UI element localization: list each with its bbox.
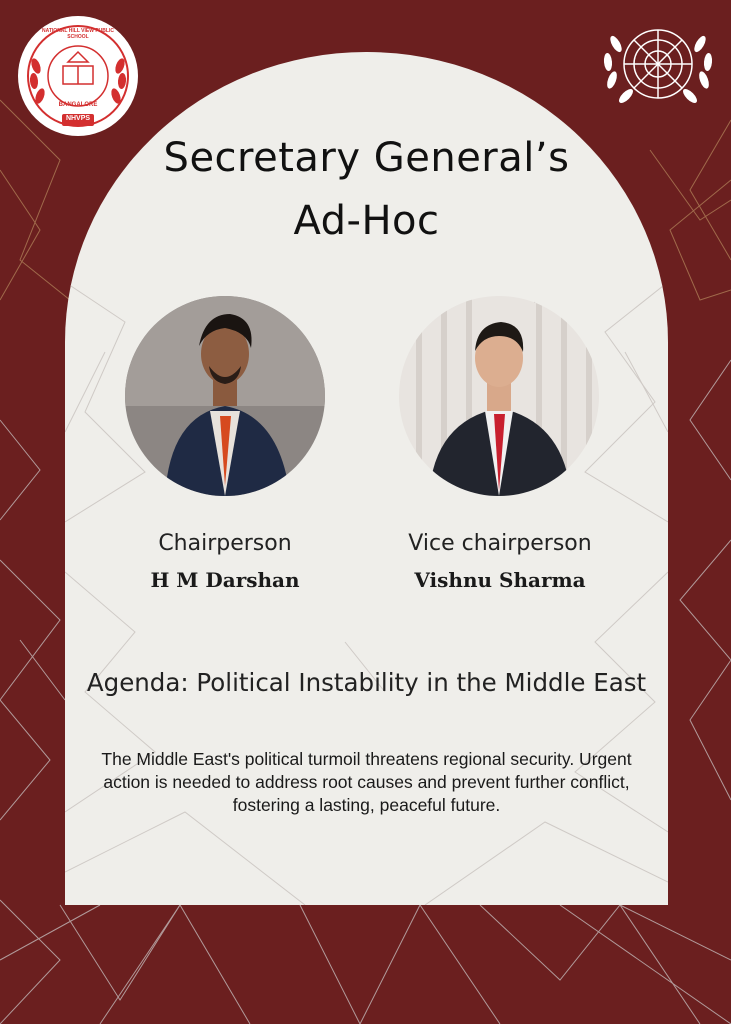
school-logo-city-text: BANGALORE <box>58 102 98 108</box>
agenda-heading: Agenda: Political Instability in the Middle East <box>86 668 647 697</box>
chairperson-role: Chairperson <box>158 531 292 556</box>
un-logo <box>596 14 720 118</box>
school-logo-badge: NHVPS <box>65 115 91 122</box>
page-title-line2: Ad-Hoc <box>293 198 440 244</box>
chairperson-name: H M Darshan <box>150 568 300 592</box>
agenda-description: The Middle East's political turmoil threatens regional security. Urgent action is needed to address root causes and prevent further conflict, fostering a lasting, peaceful future. <box>101 749 632 815</box>
school-logo-ring-text: NATIONAL HILL VIEW PUBLIC SCHOOL <box>42 28 114 40</box>
chairperson-photo <box>125 296 325 496</box>
vice-chairperson-name: Vishnu Sharma <box>414 568 586 592</box>
page-title-line1: Secretary General’s <box>163 135 570 181</box>
un-emblem-icon <box>596 14 720 118</box>
person-portrait-icon <box>399 296 599 496</box>
school-logo <box>18 16 138 136</box>
vice-chairperson-photo <box>399 296 599 496</box>
vice-chairperson-role: Vice chairperson <box>408 531 592 556</box>
person-portrait-icon <box>125 296 325 496</box>
